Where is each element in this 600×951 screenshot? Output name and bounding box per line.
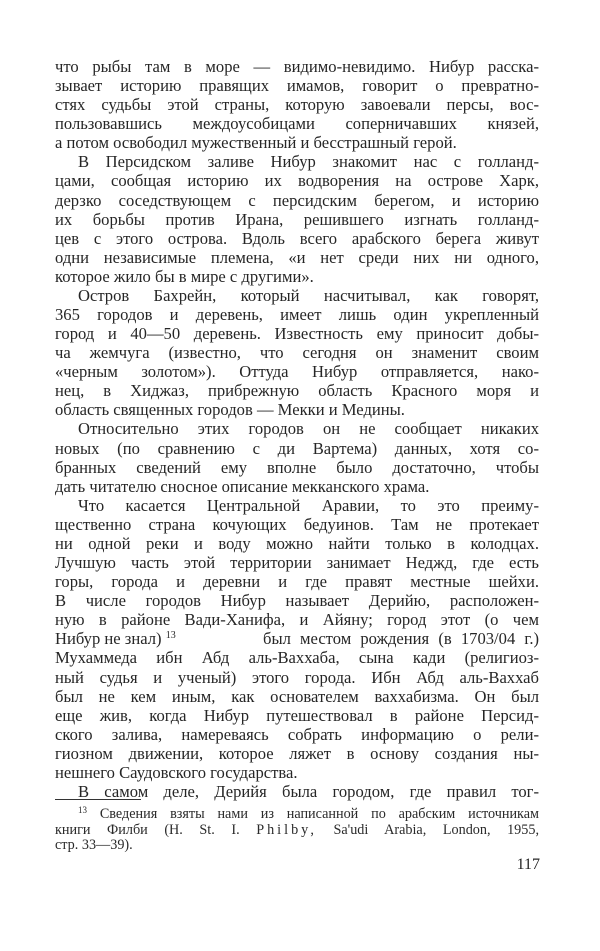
footnote-marker: 13 xyxy=(78,805,87,815)
footnote-line xyxy=(55,807,539,823)
footnote-text: Сведения взяты нами из написанной по арабским источникам xyxy=(99,806,539,822)
text-line: щественно страна кочующих бедуинов. Там не протекает xyxy=(55,514,539,534)
text-line: Остров Бахрейн, который насчитывал, как говорят, xyxy=(78,285,539,305)
text-line: новых (по сравнению с ди Вартема) данных, хотя со- xyxy=(55,438,539,458)
text-line: город и 40—50 деревень. Известность ему приносит добы- xyxy=(55,324,539,344)
text-fragment: был местом рождения (в 1703/04 г.) xyxy=(263,629,539,649)
text-line: которое жило бы в мире с другими». xyxy=(55,266,314,286)
text-fragment: Нибур не знал) xyxy=(55,629,162,649)
text-fragment xyxy=(55,629,176,648)
footnote-line xyxy=(55,823,539,839)
footnote-text: книги Филби (H. St. I. xyxy=(55,821,240,838)
text-line: ни одной реки и воду можно найти только в колодцах. xyxy=(55,533,539,553)
footnote-reference[interactable]: 13 xyxy=(165,630,176,642)
text-line: нешнего Саудовского государства. xyxy=(55,762,298,782)
text-line: что рыбы там в море — видимо-невидимо. Нибур расска- xyxy=(55,57,539,76)
text-line: 365 городов и деревень, имеет лишь один укрепленный xyxy=(55,305,539,325)
text-line: ную в районе Вади-Ханифа, и Айяну; город этот (о чем xyxy=(55,610,539,630)
text-line: В самом деле, Дерийя была городом, где правил тог- xyxy=(78,781,539,801)
page-number: 117 xyxy=(516,856,540,873)
footnote-author: Philby, xyxy=(256,821,317,838)
footnote-line: стр. 33—39). xyxy=(55,837,133,854)
text-line: Лучшую часть этой территории занимает Неджд, где есть xyxy=(55,553,539,573)
text-line: ный судья и ученый) этого города. Ибн Абд аль-Ваххаб xyxy=(55,667,539,687)
text-line: их борьбы против Ирана, решившего изгнать голланд- xyxy=(55,209,539,229)
text-line: нец, в Хиджаз, прибрежную область Красного моря и xyxy=(55,381,539,401)
footnote-text: Sa'udi Arabia, London, 1955, xyxy=(333,821,540,838)
text-line: Что касается Центральной Аравии, то это преиму- xyxy=(78,495,539,515)
text-line: ского залива, намереваясь собрать информацию о рели- xyxy=(55,724,539,744)
text-line: цами, сообщая историю их водворения на острове Харк, xyxy=(55,171,539,191)
footnote-divider xyxy=(55,799,141,800)
text-line: гиозном движении, которое ляжет в основу создания ны- xyxy=(55,743,539,763)
text-line: В числе городов Нибур называет Дерийю, расположен- xyxy=(55,591,539,611)
text-line: горы, города и деревни и где правят местные шейхи. xyxy=(55,572,539,592)
text-line: стях судьбы этой страны, которую завоевали персы, вос- xyxy=(55,95,539,115)
text-line: еще жив, когда Нибур путешествовал в районе Персид- xyxy=(55,705,539,725)
body-text xyxy=(55,57,539,801)
text-line: дерзко соседствующем с персидским берегом, и историю xyxy=(55,190,539,210)
text-line: Относительно этих городов он не сообщает никаких xyxy=(78,419,539,439)
text-line: область священных городов — Мекки и Медины. xyxy=(55,400,405,420)
book-page xyxy=(55,57,539,801)
text-line: зывает историю правящих имамов, говорит о превратно- xyxy=(55,76,539,96)
footnote xyxy=(55,807,539,854)
text-line: дать читателю сносное описание мекканского храма. xyxy=(55,476,430,496)
text-line: цев с этого острова. Вдоль всего арабского берега живут xyxy=(55,228,539,248)
text-line: «черным золотом»). Оттуда Нибур отправляется, нако- xyxy=(55,362,539,382)
text-line: одни независимые племена, «и нет среди них ни одного, xyxy=(55,247,539,267)
text-line: был не кем иным, как основателем ваххабизма. Он был xyxy=(55,686,539,706)
text-line: ча жемчуга (известно, что сегодня он знаменит своим xyxy=(55,343,539,363)
text-line-with-footnote-ref xyxy=(55,629,539,648)
text-line: а потом освободил мужественный и бесстрашный герой. xyxy=(55,133,457,153)
text-line: пользовавшись междоусобицами соперничавших князей, xyxy=(55,114,539,134)
text-line: Мухаммеда ибн Абд аль-Ваххаба, сына кади (религиоз- xyxy=(55,648,539,668)
text-line: бранных сведений ему вполне было достаточно, чтобы xyxy=(55,457,539,477)
text-line: В Персидском заливе Нибур знакомит нас с голланд- xyxy=(78,152,539,172)
